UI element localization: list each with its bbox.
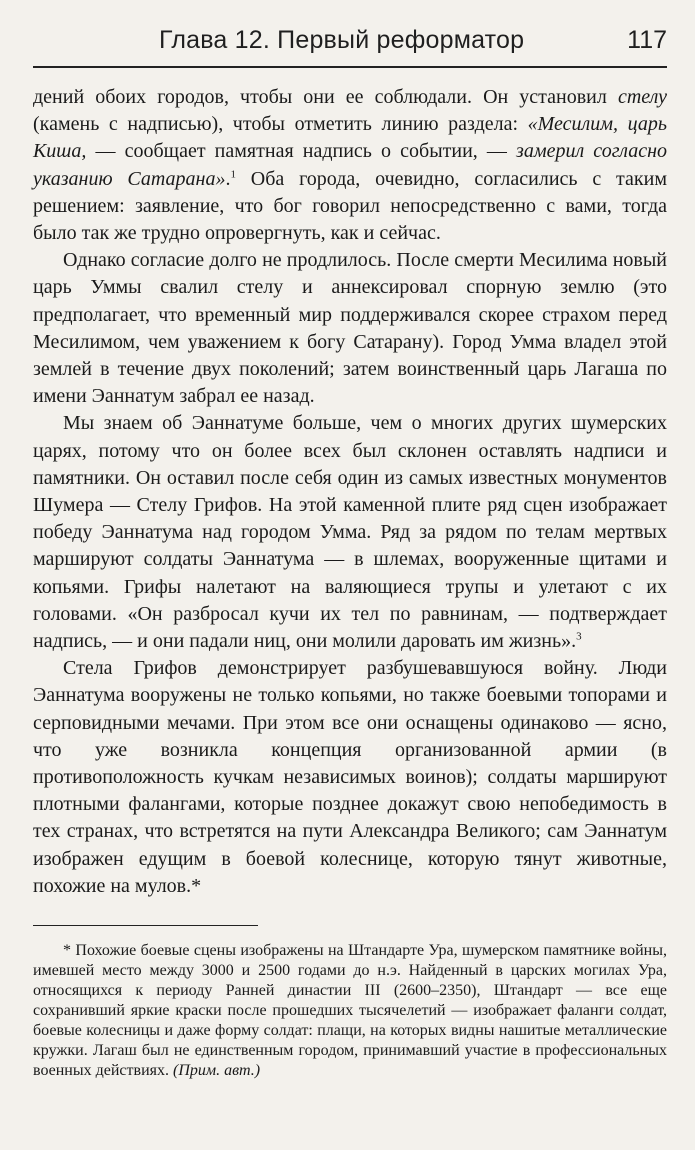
paragraph-4: Стела Грифов демонстрирует разбушевавшуюся войну. Люди Эаннатума вооружены не только копьями, но также боевыми топорами и серповидными мечами. При этом все они оснащены одинаково — ясно, что уже возникла концепция организованной армии (в противоположность кучкам независимых воинов); солдаты маршируют плотными фалангами, которые позднее докажут свою непобедимость в тех странах, что встретятся на пути Александра Великого; сам Эаннатум изображен едущим в боевой колеснице, которую тянут животные, похожие на мулов.* [33, 657, 667, 897]
paragraph-3-text: Мы знаем об Эаннатуме больше, чем о многих других шумерских царях, потому что он более всех был склонен оставлять надписи и памятники. Он оставил после себя один из самых известных монументов Шумера — Стелу Грифов. На этой каменной плите ряд сцен изображает победу Эаннатума над городом Умма. Ряд за рядом по телам мертвых маршируют солдаты Эаннатума — в шлемах, вооруженные щитами и копьями. Грифы налетают на валяющиеся трупы и улетают с их головами. «Он разбросал кучи их тел по равнинам, — подтверждает надпись, — и они падали ниц, они молили даровать им жизнь». [33, 412, 667, 653]
chapter-title: Глава 12. Первый реформатор [159, 26, 525, 54]
running-header [33, 26, 667, 62]
paragraph-3 [33, 410, 667, 655]
paragraph-2: Однако согласие долго не продлилось. После смерти Месилима новый царь Уммы свалил стелу и аннексировал спорную землю (это предполагает, что временный мир поддерживался скорее страхом перед Месилимом, чем уважением к богу Сатарану). Город Умма владел этой землей в течение двух поколений; затем воинственный царь Лагаша по имени Эаннатум забрал ее назад. [33, 249, 667, 408]
paragraph-1-text: дений обоих городов, чтобы они ее соблюдали. Он установил [33, 86, 618, 108]
paragraph-1-quote: замерил согласно указанию Сатарана» [33, 140, 667, 190]
paragraph-1 [33, 84, 667, 247]
endnote-marker-1: 1 [230, 167, 236, 180]
footnote-author-note: (Прим. авт.) [173, 1062, 261, 1079]
footnote-text: * Похожие боевые сцены изображены на Штандарте Ура, шумерском памятнике войны, имевшей место между 3000 и 2500 годами до н.э. Найденный в царских могилах Ура, относящихся к периоду Ранней династии III (2600–2350), Штандарт — все еще сохранивший яркие краски после прошедших тысячелетий — изображает фаланги солдат, боевые колесницы и даже форму солдат: плащи, на которых видны нашитые металлические кружки. Лагаш был не единственным городом, принимавший участие в профессиональных военных действиях. [33, 942, 667, 1079]
paragraph-1-quote: «Месилим, царь Киша, [33, 113, 667, 163]
paragraph-1-text: . [225, 167, 231, 190]
page-number: 117 [627, 26, 667, 54]
header-rule [33, 66, 667, 68]
paragraph-1-text: — сообщает памятная надпись о событии, — [86, 140, 517, 163]
endnote-marker-3: 3 [576, 630, 582, 643]
paragraph-1-text: (камень с надписью), чтобы отметить линию раздела: [33, 113, 528, 136]
paragraph-1-text: Оба города, очевидно, согласились с таким решением: заявление, что бог говорил непосредственно с вами, тогда было так же трудно опровергнуть, как и сейчас. [33, 167, 667, 245]
body-text [33, 84, 667, 900]
footnote [33, 941, 667, 1081]
paragraph-1-italic-stela: стелу [617, 86, 667, 108]
footnote-rule [33, 925, 258, 926]
